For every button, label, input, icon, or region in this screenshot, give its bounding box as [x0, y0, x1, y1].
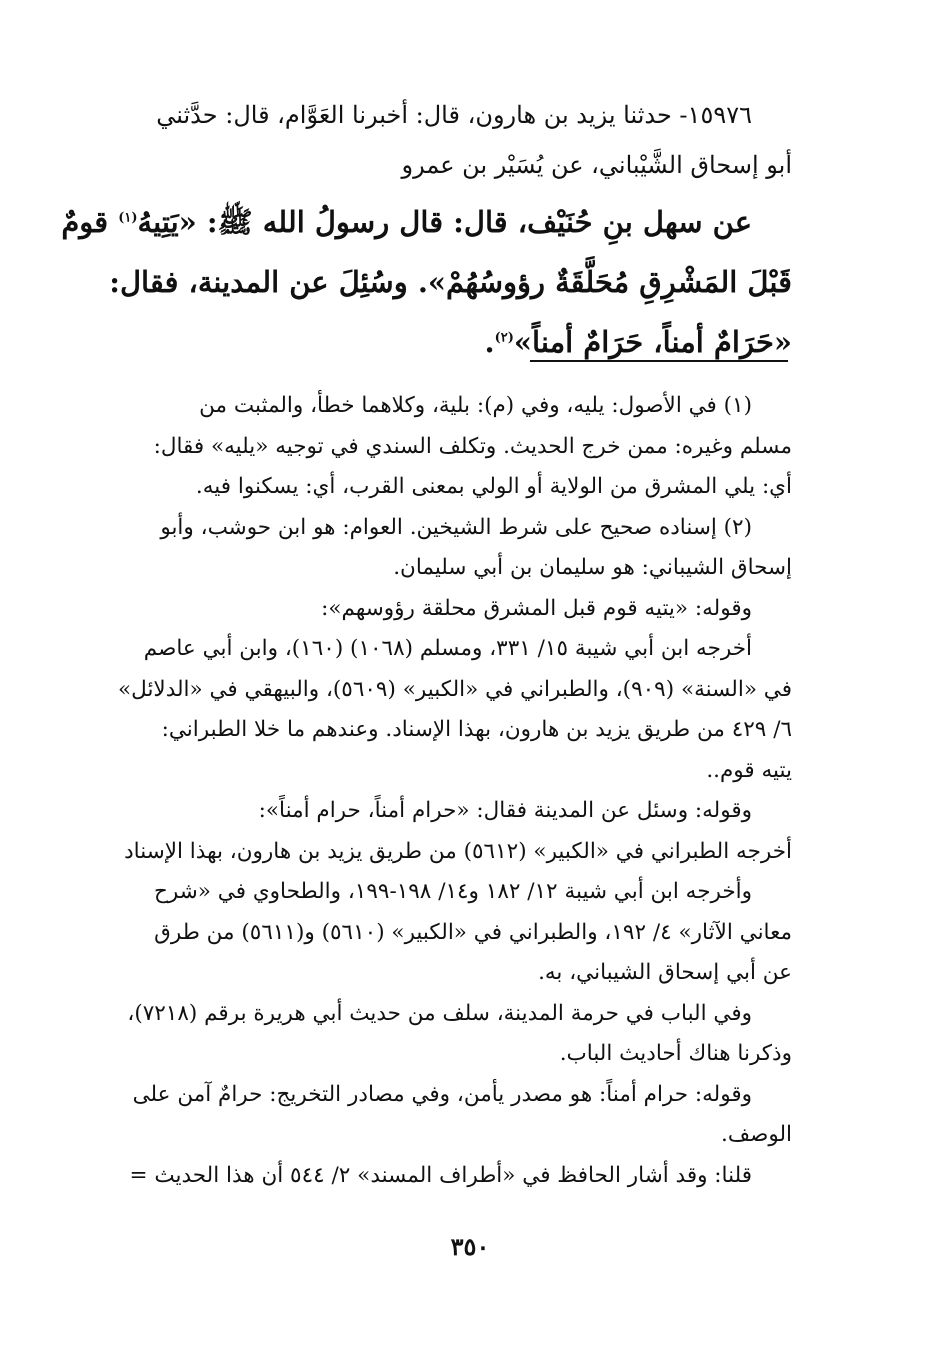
- page-number: ٣٥٠: [450, 1232, 490, 1261]
- footnote-line: ٦/ ٤٢٩ من طريق يزيد بن هارون، بهذا الإسناد. وعندهم ما خلا الطبراني:: [161, 717, 792, 742]
- footnote-line: وذكرنا هناك أحاديث الباب.: [559, 1041, 792, 1066]
- footnote-line: أخرجه الطبراني في «الكبير» (٥٦١٢) من طريق يزيد بن هارون، بهذا الإسناد: [124, 838, 792, 864]
- matn-line: [61, 192, 792, 252]
- footnote-line: إسحاق الشيباني: هو سليمان بن أبي سليمان.: [393, 555, 792, 580]
- isnad-line: ١٥٩٧٦- حدثنا يزيد بن هارون، قال: أخبرنا العَوَّام، قال: حدَّثني: [156, 101, 752, 129]
- isnad-line: أبو إسحاق الشَّيْباني، عن يُسَيْر بن عمرو: [401, 151, 792, 179]
- matn-line: قَبْلَ المَشْرِقِ مُحَلَّقَةٌ رؤوسُهُمْ». وسُئِلَ عن المدينة، فقال:: [109, 265, 792, 299]
- footnote-line: مسلم وغيره: ممن خرج الحديث. وتكلف السندي في توجيه «يليه» فقال:: [153, 433, 792, 459]
- footnote-line: وأخرجه ابن أبي شيبة ١٢/ ١٨٢ و١٤/ ١٩٨-١٩٩، والطحاوي في «شرح: [154, 879, 752, 904]
- footnote-line: أي: يلي المشرق من الولاية أو الولي بمعنى القرب، أي: يسكنوا فيه.: [195, 474, 792, 499]
- footnote-divider: [530, 360, 788, 362]
- footnote-line: الوصف.: [721, 1122, 792, 1147]
- footnote-ref-1: (١): [118, 210, 138, 226]
- footnote-line: عن أبي إسحاق الشيباني، به.: [538, 960, 792, 985]
- footnote-ref-2: (٢): [494, 330, 514, 346]
- footnote-line: (١) في الأصول: يليه، وفي (م): بلية، وكلاهما خطأ، والمثبت من: [199, 393, 752, 418]
- hadith-matn: [61, 192, 792, 372]
- footnote-line: يتيه قوم..: [706, 757, 792, 783]
- matn-line: «حَرَامٌ أمناً، حَرَامٌ أمناً»$^{(٢)}$.: [484, 325, 792, 359]
- footnote-line: (٢) إسناده صحيح على شرط الشيخين. العوام: هو ابن حوشب، وأبو: [160, 514, 752, 540]
- footnote-line: معاني الآثار» ٤/ ١٩٢، والطبراني في «الكبير» (٥٦١٠) و(٥٦١١) من طرق: [154, 919, 792, 945]
- footnote-line: قلنا: وقد أشار الحافظ في «أطراف المسند» ٢/ ٥٤٤ أن هذا الحديث =: [129, 1162, 752, 1188]
- footnote-line: في «السنة» (٩٠٩)، والطبراني في «الكبير» (٥٦٠٩)، والبيهقي في «الدلائل»: [118, 676, 792, 702]
- footnote-line: وقوله: «يتيه قوم قبل المشرق محلقة رؤوسهم»:: [321, 595, 752, 621]
- footnote-line: وفي الباب في حرمة المدينة، سلف من حديث أبي هريرة برقم (٧٢١٨)،: [127, 1000, 752, 1026]
- matn-line-tail: قومٌ: [61, 205, 109, 239]
- matn-line-text: «حَرَامٌ أمناً، حَرَامٌ أمناً»: [513, 325, 792, 359]
- hadith-isnad: [87, 90, 792, 190]
- footnote-line: وقوله: وسئل عن المدينة فقال: «حرام أمناً، حرام أمناً»:: [258, 798, 752, 823]
- footnote-line: أخرجه ابن أبي شيبة ١٥/ ٣٣١، ومسلم (١٠٦٨) (١٦٠)، وابن أبي عاصم: [143, 636, 752, 661]
- footnotes: [87, 386, 792, 1196]
- footnote-line: وقوله: حرام أمناً: هو مصدر يأمن، وفي مصادر التخريج: حرامٌ آمن على: [132, 1081, 752, 1107]
- matn-line-text: عن سهل بنِ حُنَيْف، قال: قال رسولُ الله ﷺ: «يَتِيهُ: [137, 205, 752, 239]
